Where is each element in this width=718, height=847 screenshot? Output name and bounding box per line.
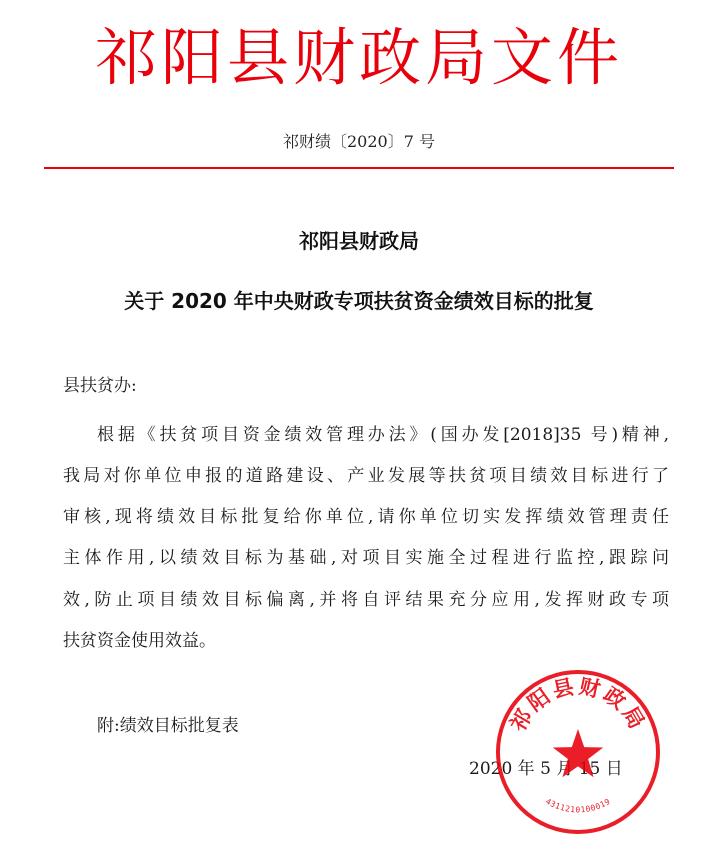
document-number: 祁财绩〔2020〕7 号 [283, 132, 435, 151]
body-paragraph-line: 扶贫资金使用效益。 [63, 631, 216, 651]
body-paragraph-line: 根据《扶贫项目资金绩效管理办法》(国办发[2018]35 号)精神, [97, 425, 669, 445]
issuer-name: 祁阳县财政局 [299, 229, 419, 253]
addressee: 县扶贫办: [63, 376, 137, 396]
attachment-note: 附:绩效目标批复表 [97, 716, 239, 736]
body-paragraph-line: 效,防止项目绩效目标偏离,并将自评结果充分应用,发挥财政专项 [63, 590, 669, 610]
seal-code: 4311210100019 [544, 796, 612, 815]
red-divider-line [44, 167, 674, 169]
document-date: 2020 年 5 月 15 日 [469, 759, 623, 779]
seal-star-icon [553, 729, 603, 777]
official-seal-stamp [493, 667, 663, 837]
document-header-title: 祁阳县财政局文件 [94, 21, 623, 94]
document-subject: 关于 2020 年中央财政专项扶贫资金绩效目标的批复 [124, 289, 594, 313]
seal-org-name: 祁阳县财政局 [504, 673, 652, 736]
body-paragraph-line: 审核,现将绩效目标批复给你单位,请你单位切实发挥绩效管理责任 [63, 507, 669, 527]
body-paragraph-line: 我局对你单位申报的道路建设、产业发展等扶贫项目绩效目标进行了 [63, 466, 669, 486]
body-paragraph-line: 主体作用,以绩效目标为基础,对项目实施全过程进行监控,跟踪问 [63, 548, 669, 568]
